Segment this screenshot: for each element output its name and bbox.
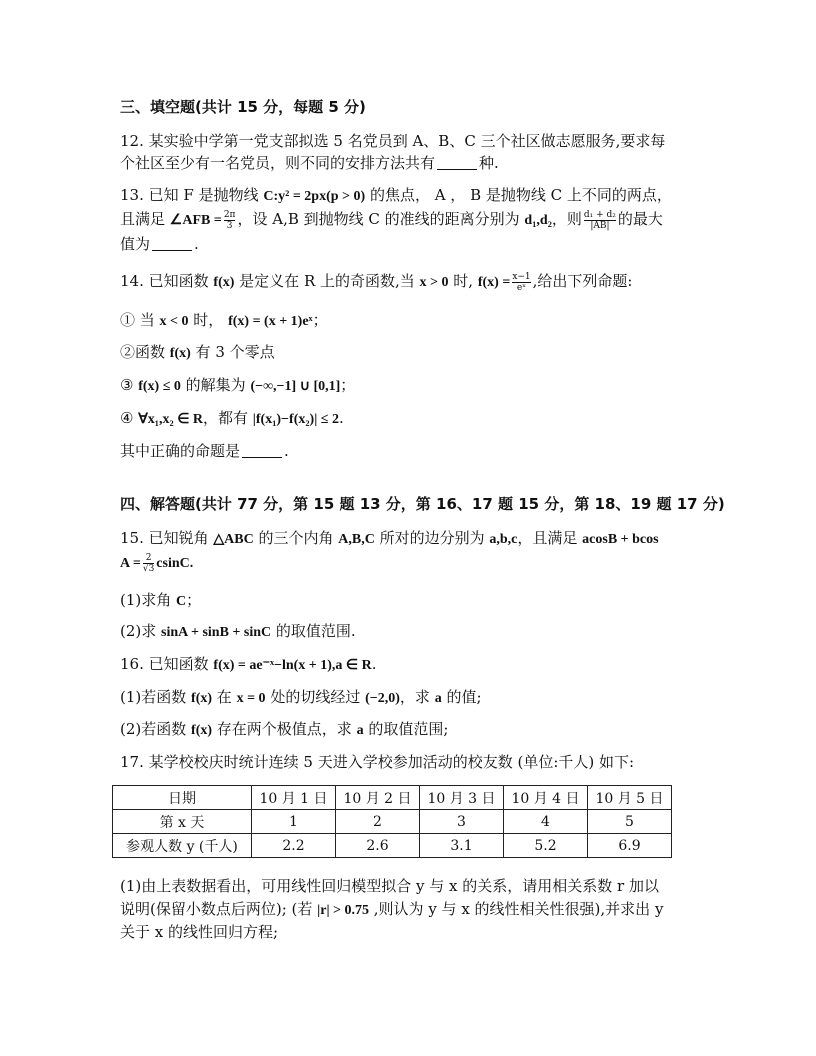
q14-text: ； bbox=[312, 311, 328, 329]
q15-line-2 bbox=[120, 551, 193, 575]
q15-math: acosB + bcos bbox=[582, 532, 659, 547]
q15-text: 15. 已知锐角 bbox=[120, 529, 214, 547]
q14-answer-line bbox=[120, 440, 289, 462]
q13-text: 的焦点， A ， B 是抛物线 C 上不同的两点， bbox=[365, 186, 672, 204]
q16-text: 的取值范围; bbox=[363, 720, 449, 738]
fraction-numerator: d₁ + d₂ bbox=[583, 209, 616, 220]
table-cell: 10 月 2 日 bbox=[336, 786, 420, 810]
table-cell: 5 bbox=[588, 810, 672, 834]
table-cell: 2 bbox=[336, 810, 420, 834]
q14-option-2 bbox=[120, 341, 275, 365]
section-4-title: 四、解答题(共计 77 分，第 15 题 13 分，第 16、17 题 15 分，第 18、19 题 17 分) bbox=[120, 495, 725, 513]
q14-text: . bbox=[338, 409, 344, 427]
visitor-data-table bbox=[112, 785, 672, 858]
q15-math: C bbox=[176, 594, 187, 609]
table-cell: 2.6 bbox=[336, 834, 420, 858]
q14-math: f(x) bbox=[169, 346, 191, 361]
q15-line-1 bbox=[120, 527, 659, 551]
q12-text: 个社区至少有一名党员，则不同的安排方法共有 bbox=[120, 154, 436, 172]
q15-text: ； bbox=[186, 591, 202, 609]
q14-line-1 bbox=[120, 270, 632, 294]
q16-text: 处的切线经过 bbox=[265, 688, 366, 706]
q14-answer-blank bbox=[242, 443, 282, 458]
q15-text: 的三个内角 bbox=[253, 529, 339, 547]
q13-text: 的最大 bbox=[617, 210, 663, 228]
table-cell: 2.2 bbox=[252, 834, 336, 858]
section-3-title: 三、填空题(共计 15 分，每题 5 分) bbox=[120, 98, 366, 116]
q17-math: |r| > 0.75 bbox=[317, 903, 370, 918]
q14-math: x < 0 bbox=[159, 314, 189, 329]
q13-text: ，设 A,B 到抛物线 C 的准线的距离分别为 bbox=[237, 210, 525, 228]
q14-text: 时， bbox=[188, 311, 229, 329]
q16-line-1 bbox=[120, 653, 377, 677]
q14-text-end: . bbox=[284, 442, 289, 460]
table-cell: 3.1 bbox=[420, 834, 504, 858]
q16-math: a bbox=[434, 691, 442, 706]
q14-text: ，都有 bbox=[203, 409, 253, 427]
q13-distances: d₁,d₂ bbox=[524, 213, 552, 228]
q16-text: . bbox=[371, 655, 377, 673]
q16-text: 存在两个极值点，求 bbox=[212, 720, 357, 738]
q14-text: 有 3 个零点 bbox=[190, 343, 275, 361]
q16-math: f(x) bbox=[191, 723, 213, 738]
q13-angle-formula: ∠AFB = bbox=[169, 213, 222, 228]
q16-math: (−2,0) bbox=[365, 691, 400, 706]
q17-part-1-line-3: 关于 x 的线性回归方程; bbox=[120, 923, 279, 941]
q15-math: a,b,c bbox=[489, 532, 518, 547]
q15-fraction bbox=[143, 553, 154, 574]
q14-option-4 bbox=[120, 407, 344, 431]
fraction-denominator: √3 bbox=[142, 563, 155, 574]
q13-text: ，则 bbox=[551, 210, 582, 228]
table-cell: 参观人数 y (千人) bbox=[113, 834, 252, 858]
q13-line-1 bbox=[120, 184, 672, 208]
q12-line-1: 12. 某实验中学第一党支部拟选 5 名党员到 A、B、C 三个社区做志愿服务,要求每 bbox=[120, 132, 666, 150]
fraction-denominator: |AB| bbox=[584, 220, 616, 231]
fraction-denominator: 3 bbox=[224, 220, 236, 231]
q13-parabola-formula: C:y² = 2px(p > 0) bbox=[263, 189, 366, 204]
table-row bbox=[113, 810, 672, 834]
q14-text: 时, bbox=[448, 272, 478, 290]
table-cell: 10 月 3 日 bbox=[420, 786, 504, 810]
q17-text: 说明(保留小数点后两位); (若 bbox=[120, 900, 318, 918]
q14-text: 是定义在 R 上的奇函数,当 bbox=[234, 272, 420, 290]
q14-text: ① 当 bbox=[120, 311, 160, 329]
q16-part-2 bbox=[120, 718, 448, 742]
q13-line-2 bbox=[120, 208, 663, 232]
q14-option-1 bbox=[120, 309, 328, 333]
q14-text: ③ bbox=[120, 376, 139, 394]
q16-part-1 bbox=[120, 686, 482, 710]
q14-math: f(x) bbox=[213, 275, 235, 290]
q14-text: 14. 已知函数 bbox=[120, 272, 214, 290]
q13-text-end: . bbox=[194, 235, 199, 253]
q15-math: △ABC bbox=[213, 532, 254, 547]
q14-text: 其中正确的命题是 bbox=[120, 442, 241, 460]
q14-math: f(x) = bbox=[477, 275, 511, 290]
q14-text: ④ bbox=[120, 409, 139, 427]
q12-text-end: 种. bbox=[479, 154, 499, 172]
q16-text: 16. 已知函数 bbox=[120, 655, 214, 673]
q15-math: A = bbox=[120, 556, 141, 571]
q14-text: ②函数 bbox=[120, 343, 170, 361]
q16-math: a bbox=[356, 723, 364, 738]
q16-text: 在 bbox=[212, 688, 237, 706]
table-cell: 10 月 1 日 bbox=[252, 786, 336, 810]
q13-text: 且满足 bbox=[120, 210, 170, 228]
fraction-numerator: 2π bbox=[223, 209, 236, 220]
fraction-numerator: 2 bbox=[145, 552, 152, 563]
table-row bbox=[113, 786, 672, 810]
q16-math: f(x) bbox=[191, 691, 213, 706]
table-cell: 日期 bbox=[113, 786, 252, 810]
q14-math: ∀x₁,x₂ ∈ R bbox=[138, 412, 203, 427]
q15-math: csinC. bbox=[156, 556, 194, 571]
q17-text: ,则认为 y 与 x 的线性相关性很强),并求出 y bbox=[369, 900, 664, 918]
q14-fraction bbox=[512, 272, 530, 293]
fraction-numerator: x−1 bbox=[512, 271, 531, 282]
q16-text: 的值; bbox=[441, 688, 482, 706]
table-cell: 第 x 天 bbox=[113, 810, 252, 834]
table-cell: 10 月 4 日 bbox=[504, 786, 588, 810]
q15-part-1 bbox=[120, 589, 201, 613]
q12-answer-blank bbox=[437, 155, 477, 170]
q15-text: ，且满足 bbox=[517, 529, 583, 547]
q14-math: |f(x₁)−f(x₂)| ≤ 2 bbox=[252, 412, 339, 427]
q14-text: ； bbox=[340, 376, 356, 394]
q17-line-1: 17. 某学校校庆时统计连续 5 天进入学校参加活动的校友数 (单位:千人) 如下: bbox=[120, 753, 635, 771]
table-row bbox=[113, 834, 672, 858]
q14-math: f(x) = (x + 1)eˣ bbox=[228, 314, 313, 329]
q17-part-1-line-2 bbox=[120, 898, 663, 922]
table-cell: 4 bbox=[504, 810, 588, 834]
q15-text: (1)求角 bbox=[120, 591, 177, 609]
q14-math: x > 0 bbox=[419, 275, 449, 290]
q15-text: 的取值范围. bbox=[271, 622, 356, 640]
q13-answer-blank bbox=[152, 236, 192, 251]
q14-math: (−∞,−1] ∪ [0,1] bbox=[250, 379, 341, 394]
table-cell: 3 bbox=[420, 810, 504, 834]
q15-math: A,B,C bbox=[338, 532, 375, 547]
q12-line-2 bbox=[120, 152, 499, 174]
q13-text: 值为 bbox=[120, 235, 151, 253]
q16-text: ，求 bbox=[399, 688, 435, 706]
table-cell: 6.9 bbox=[588, 834, 672, 858]
fraction-denominator: eˣ bbox=[512, 282, 530, 293]
q14-text: ,给出下列命题: bbox=[532, 272, 633, 290]
q16-math: x = 0 bbox=[236, 691, 266, 706]
table-cell: 5.2 bbox=[504, 834, 588, 858]
q16-text: (2)若函数 bbox=[120, 720, 192, 738]
table-cell: 10 月 5 日 bbox=[588, 786, 672, 810]
table-cell: 1 bbox=[252, 810, 336, 834]
q15-text: (2)求 bbox=[120, 622, 162, 640]
q13-fraction-angle bbox=[224, 210, 236, 231]
q16-text: (1)若函数 bbox=[120, 688, 192, 706]
q13-line-3 bbox=[120, 233, 199, 255]
q13-fraction-ratio bbox=[584, 210, 616, 231]
q15-math: sinA + sinB + sinC bbox=[161, 625, 272, 640]
q16-math: f(x) = ae⁻ˣ−ln(x + 1),a ∈ R bbox=[213, 658, 372, 673]
q14-math: f(x) ≤ 0 bbox=[138, 379, 181, 394]
q14-option-3 bbox=[120, 374, 355, 398]
q15-part-2 bbox=[120, 620, 356, 644]
q15-text: 所对的边分别为 bbox=[374, 529, 490, 547]
q13-text: 13. 已知 F 是抛物线 bbox=[120, 186, 264, 204]
q17-part-1-line-1: (1)由上表数据看出，可用线性回归模型拟合 y 与 x 的关系，请用相关系数 r 加以 bbox=[120, 877, 659, 895]
q14-text: 的解集为 bbox=[180, 376, 251, 394]
